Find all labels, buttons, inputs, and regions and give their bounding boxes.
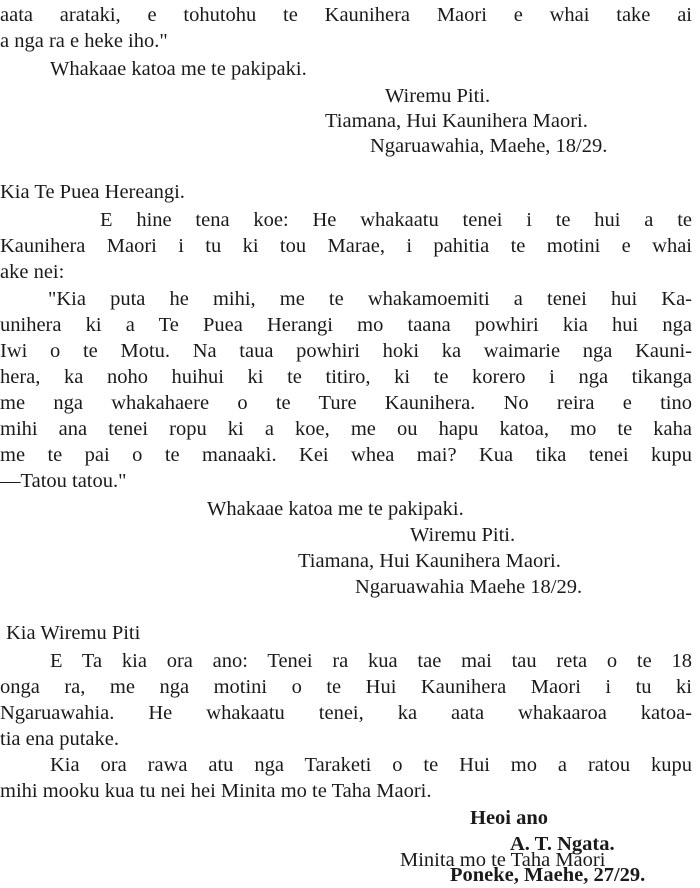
body-line: mihi ana tenei ropu ki a koe, me ou hapu katoa, mo te kaha	[0, 418, 692, 440]
motion-line: Whakaae katoa me te pakipaki.	[207, 498, 464, 520]
place-date: Ngaruawahia Maehe 18/29.	[355, 576, 583, 598]
signer-name: Wiremu Piti.	[410, 524, 516, 546]
body-line: hera, ka noho huihui ki te titiro, ki te korero i nga tikanga	[0, 366, 692, 388]
body-line: me te pai o te manaaki. Kei whea mai? Kua tika tenei kupu	[0, 444, 692, 466]
motion-line: Whakaae katoa me te pakipaki.	[50, 58, 307, 80]
place-date: Poneke, Maehe, 27/29.	[450, 864, 646, 886]
body-line: aata arataki, e tohutohu te Kaunihera Maori e whai take ai	[0, 4, 692, 26]
body-line: tia ena putake.	[0, 728, 119, 750]
body-line: E Ta kia ora ano: Tenei ra kua tae mai tau reta o te 18	[50, 650, 692, 672]
body-line: "Kia puta he mihi, me te whakamoemiti a tenei hui Ka-	[48, 288, 692, 310]
body-line: Ngaruawahia. He whakaatu tenei, ka aata whakaaroa katoa-	[0, 702, 692, 724]
signer-name: Wiremu Piti.	[385, 85, 491, 107]
signer-title: Tiamana, Hui Kaunihera Maori.	[298, 550, 561, 572]
body-line: onga ra, me nga motini o te Hui Kaunihera Maori i tu ki	[0, 676, 692, 698]
body-line: Kia ora rawa atu nga Taraketi o te Hui mo a ratou kupu	[50, 754, 692, 776]
signer-name: A. T. Ngata.	[510, 833, 615, 855]
body-line: ake nei:	[0, 261, 65, 283]
closing: Heoi ano	[470, 807, 549, 829]
salutation: Kia Te Puea Hereangi.	[0, 181, 185, 203]
body-line: me nga whakahaere o te Ture Kaunihera. No reira e tino	[0, 392, 692, 414]
body-line: Iwi o te Motu. Na taua powhiri hoki ka waimarie nga Kauni-	[0, 340, 692, 362]
signer-title: Tiamana, Hui Kaunihera Maori.	[325, 110, 588, 132]
body-line: —Tatou tatou."	[0, 470, 127, 492]
body-line: unihera ki a Te Puea Herangi mo taana powhiri kia hui nga	[0, 314, 692, 336]
signer-title: Minita mo te Taha Maori	[400, 849, 606, 871]
body-line: a nga ra e heke iho."	[0, 30, 168, 52]
body-line: Kaunihera Maori i tu ki tou Marae, i pahitia te motini e whai	[0, 235, 692, 257]
salutation: Kia Wiremu Piti	[6, 622, 141, 644]
body-line: E hine tena koe: He whakaatu tenei i te hui a te	[100, 209, 692, 231]
body-line: mihi mooku kua tu nei hei Minita mo te Taha Maori.	[0, 780, 432, 802]
place-date: Ngaruawahia, Maehe, 18/29.	[370, 135, 608, 157]
